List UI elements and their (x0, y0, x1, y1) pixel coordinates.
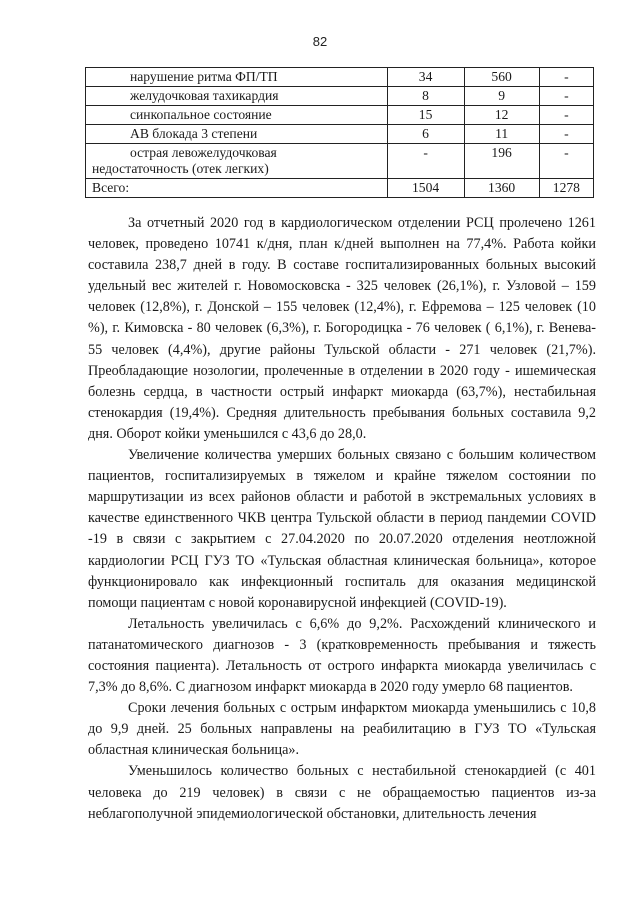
row-label (86, 144, 388, 179)
cell-value: - (387, 144, 464, 179)
table-row (86, 106, 594, 125)
cell-value: 8 (387, 87, 464, 106)
cell-value: - (539, 87, 593, 106)
statistics-table (85, 67, 594, 198)
cell-value: 12 (464, 106, 539, 125)
cell-value: - (539, 68, 593, 87)
paragraph: За отчетный 2020 год в кардиологическом отделении РСЦ пролечено 1261 человек, проведено 10741 к/дня, план к/дней выполнен на 77,4%. Работа койки составила 238,7 дней в году. В составе госпитализированных больных высокий удельный вес жителей г. Новомосковска - 325 человек (26,1%), г. Узловой – 159 человек (12,8%), г. Донской – 155 человек (12,4%), г. Ефремова – 125 человек (10 %), г. Кимовска - 80 человек (6,3%), г. Богородицка - 76 человек ( 6,1%), г. Венева- 55 человек (4,4%), другие районы Тульской области - 271 человек (21,7%). Преобладающие нозологии, пролеченные в отделении в 2020 году - ишемическая болезнь сердца, в частности острый инфаркт миокарда (63,7%), нестабильная стенокардия (19,4%). Средняя длительность пребывания больных составила 9,2 дня. Оборот койки уменьшился с 43,6 до 28,0. (88, 215, 596, 442)
total-value: 1360 (464, 179, 539, 198)
row-label: синкопальное состояние (86, 106, 388, 125)
cell-value: 34 (387, 68, 464, 87)
paragraph: Летальность увеличилась с 6,6% до 9,2%. Расхождений клинического и патанатомического диагнозов - 3 (кратковременность пребывания и тяжесть состояния пациента). Летальность от острого инфаркта миокарда увеличилась с 7,3% до 8,6%. С диагнозом инфаркт миокарда в 2020 году умерло 68 пациентов. (88, 615, 596, 696)
cell-value: - (539, 125, 593, 144)
paragraph: Увеличение количества умерших больных связано с большим количеством пациентов, госпитализируемых в тяжелом и крайне тяжелом состоянии по маршрутизации из всех районов области и работой в экстремальных условиях в качестве единственного ЧКВ центра Тульской области в период пандемии COVID -19 в связи с закрытием с 27.04.2020 по 20.07.2020 отделения неотложной кардиологии РСЦ ГУЗ ТО «Тульская областная клиническая больница», которое функционировало как инфекционный госпиталь для оказания медицинской помощи пациентам с новой коронавирусной инфекцией (COVID-19). (88, 447, 596, 611)
table-row (86, 68, 594, 87)
row-label: АВ блокада 3 степени (86, 125, 388, 144)
cell-value: - (539, 106, 593, 125)
row-label-line2: недостаточность (отек легких) (92, 161, 269, 176)
cell-value: 15 (387, 106, 464, 125)
table-total-row (86, 179, 594, 198)
cell-value: - (539, 144, 593, 179)
total-value: 1278 (539, 179, 593, 198)
paragraph: Сроки лечения больных с острым инфарктом миокарда уменьшились с 10,8 до 9,9 дней. 25 больных направлены на реабилитацию в ГУЗ ТО «Тульская областная клиническая больница». (88, 700, 596, 759)
table-row (86, 144, 594, 179)
cell-value: 11 (464, 125, 539, 144)
cell-value: 9 (464, 87, 539, 106)
body-text (88, 213, 596, 825)
total-label: Всего: (86, 179, 388, 198)
cell-value: 196 (464, 144, 539, 179)
row-label-line1: острая левожелудочковая (130, 145, 277, 160)
total-value: 1504 (387, 179, 464, 198)
cell-value: 560 (464, 68, 539, 87)
page-number: 82 (312, 34, 328, 49)
table-row (86, 87, 594, 106)
cell-value: 6 (387, 125, 464, 144)
table-row (86, 125, 594, 144)
row-label: нарушение ритма ФП/ТП (86, 68, 388, 87)
paragraph: Уменьшилось количество больных с нестабильной стенокардией (с 401 человека до 219 человек) в связи с не обращаемостью пациентов из-за неблагополучной эпидемиологической обстановки, длительность лечения (88, 763, 596, 822)
row-label: желудочковая тахикардия (86, 87, 388, 106)
